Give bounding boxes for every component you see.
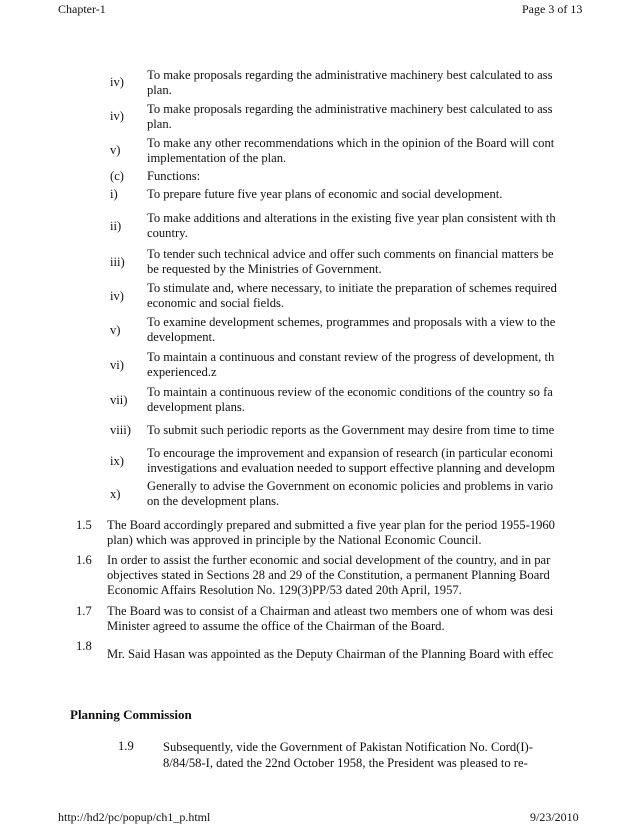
item-line: be requested by the Ministries of Government. <box>147 262 382 276</box>
header-chapter: Chapter-1 <box>58 2 106 16</box>
item-number: ix) <box>110 454 124 468</box>
section-heading: Planning Commission <box>70 707 192 722</box>
paragraph-line: plan) which was approved in principle by the National Economic Council. <box>107 533 482 547</box>
item-line: To tender such technical advice and offer such comments on financial matters be <box>147 247 554 261</box>
item-line: To make proposals regarding the administrative machinery best calculated to ass <box>147 68 553 82</box>
item-line: plan. <box>147 117 172 131</box>
item-line: To make any other recommendations which in the opinion of the Board will cont <box>147 136 555 150</box>
footer-url: http://hd2/pc/popup/ch1_p.html <box>58 810 211 824</box>
paragraph-number: 1.5 <box>76 518 92 532</box>
item-line: Functions: <box>147 169 201 183</box>
item-line: on the development plans. <box>147 494 280 508</box>
paragraph-line: Subsequently, vide the Government of Pakistan Notification No. Cord(I)- <box>163 740 533 754</box>
paragraph-line: The Board accordingly prepared and submitted a five year plan for the period 1955-1960 <box>107 518 555 532</box>
paragraph-number: 1.7 <box>76 604 92 618</box>
item-number: v) <box>110 143 121 157</box>
item-number: vii) <box>110 393 128 407</box>
item-line: To examine development schemes, programmes and proposals with a view to the <box>147 315 556 329</box>
paragraph-number: 1.6 <box>76 553 92 567</box>
item-line: country. <box>147 226 188 240</box>
paragraph-number: 1.8 <box>76 639 92 653</box>
item-number: viii) <box>110 423 131 437</box>
item-number: (c) <box>110 169 124 183</box>
item-number: vi) <box>110 358 124 372</box>
item-line: To encourage the improvement and expansion of research (in particular economi <box>147 446 554 460</box>
item-line: To stimulate and, where necessary, to initiate the preparation of schemes required <box>147 281 557 295</box>
paragraph-line: The Board was to consist of a Chairman and atleast two members one of whom was desi <box>107 604 554 618</box>
footer-date: 9/23/2010 <box>530 810 579 824</box>
paragraph-line: In order to assist the further economic and social development of the country, and in par <box>107 553 551 567</box>
item-line: plan. <box>147 83 172 97</box>
header-page-number: Page 3 of 13 <box>522 2 583 16</box>
item-line: development. <box>147 330 216 344</box>
item-number: x) <box>110 487 121 501</box>
paragraph-line: Economic Affairs Resolution No. 129(3)PP/53 dated 20th April, 1957. <box>107 583 462 597</box>
item-line: development plans. <box>147 400 245 414</box>
item-number: iv) <box>110 289 124 303</box>
item-number: iii) <box>110 255 125 269</box>
item-line: Generally to advise the Government on economic policies and problems in vario <box>147 479 554 493</box>
item-line: To make proposals regarding the administrative machinery best calculated to ass <box>147 102 553 116</box>
item-line: To prepare future five year plans of economic and social development. <box>147 187 503 201</box>
paragraph-line: 8/84/58-I, dated the 22nd October 1958, the President was pleased to re- <box>163 756 528 770</box>
item-line: implementation of the plan. <box>147 151 287 165</box>
item-number: ii) <box>110 219 122 233</box>
paragraph-line: Mr. Said Hasan was appointed as the Deputy Chairman of the Planning Board with effec <box>107 647 554 661</box>
item-number: i) <box>110 187 118 201</box>
item-line: To make additions and alterations in the existing five year plan consistent with th <box>147 211 556 225</box>
paragraph-line: Minister agreed to assume the office of the Chairman of the Board. <box>107 619 445 633</box>
item-line: To maintain a continuous and constant review of the progress of development, th <box>147 350 555 364</box>
item-line: experienced.z <box>147 365 217 379</box>
paragraph-line: objectives stated in Sections 28 and 29 of the Constitution, a permanent Planning Board <box>107 568 550 582</box>
item-line: To maintain a continuous review of the economic conditions of the country so fa <box>147 385 553 399</box>
item-number: iv) <box>110 109 124 123</box>
item-line: economic and social fields. <box>147 296 285 310</box>
item-number: v) <box>110 323 121 337</box>
item-number: iv) <box>110 75 124 89</box>
paragraph-number: 1.9 <box>118 739 134 753</box>
item-line: investigations and evaluation needed to support effective planning and developm <box>147 461 555 475</box>
item-line: To submit such periodic reports as the Government may desire from time to time <box>147 423 555 437</box>
